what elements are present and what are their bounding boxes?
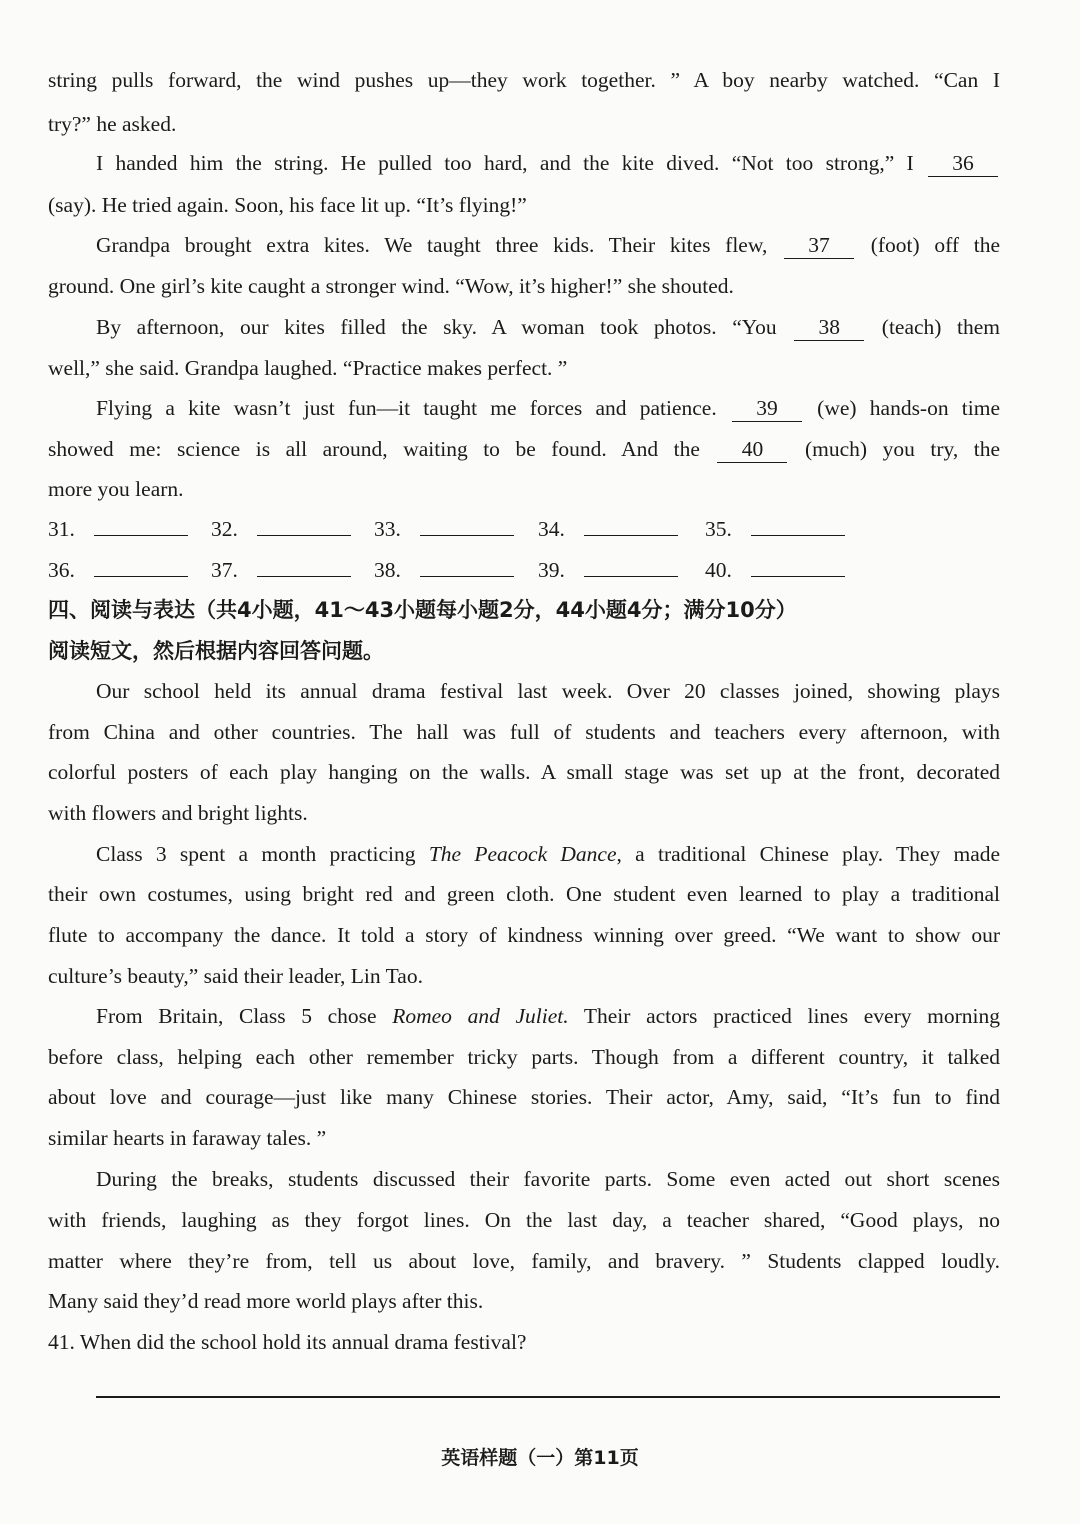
- page-footer: 英语样题（一）第11页: [441, 1447, 639, 1469]
- passage-p2-line-4: culture’s beauty,” said their leader, Lin Tao.: [48, 964, 423, 988]
- cloze-text: (teach) them: [881, 315, 1000, 339]
- answer-slot-39[interactable]: 39.: [538, 550, 678, 591]
- passage-p4-line-2: with friends, laughing as they forgot lines. On the last day, a teacher shared, “Good plays, no: [48, 1208, 1000, 1232]
- cloze-line-9: [48, 388, 1000, 429]
- answer-slot-37[interactable]: 37.: [211, 550, 351, 591]
- passage-p2-line-1: [48, 834, 1000, 875]
- blank-39: 39: [732, 395, 802, 422]
- passage-text: , a traditional Chinese play. They made: [616, 842, 1000, 866]
- play-title: The Peacock Dance: [428, 842, 617, 866]
- cloze-line-6: ground. One girl’s kite caught a stronger wind. “Wow, it’s higher!” she shouted.: [48, 274, 734, 298]
- passage-p4-line-1: During the breaks, students discussed their favorite parts. Some even acted out short scenes: [96, 1167, 1000, 1191]
- passage-p2-line-3: flute to accompany the dance. It told a story of kindness winning over greed. “We want to show our: [48, 923, 1000, 947]
- answer-slot-32[interactable]: 32.: [211, 509, 351, 550]
- cloze-line-8: well,” she said. Grandpa laughed. “Practice makes perfect. ”: [48, 356, 568, 380]
- answer-slot-35[interactable]: 35.: [705, 509, 845, 550]
- cloze-text: (we) hands-on time: [817, 396, 1000, 420]
- cloze-line-10: [48, 429, 1000, 470]
- cloze-text: Grandpa brought extra kites. We taught three kids. Their kites flew,: [96, 233, 768, 257]
- answer-slot-36[interactable]: 36.: [48, 550, 188, 591]
- question-41: 41. When did the school hold its annual drama festival?: [48, 1330, 527, 1354]
- cloze-line-7: [48, 307, 1000, 348]
- cloze-text: (foot) off the: [870, 233, 1000, 257]
- answer-row-2: [48, 550, 868, 591]
- blank-37: 37: [784, 232, 854, 259]
- passage-p3-line-3: about love and courage—just like many Chinese stories. Their actor, Amy, said, “It’s fun to find: [48, 1085, 1000, 1109]
- passage-p3-line-2: before class, helping each other remember tricky parts. Though from a different country, it talked: [48, 1045, 1000, 1069]
- passage-p1-line-3: colorful posters of each play hanging on the walls. A small stage was set up at the front, decorated: [48, 760, 1000, 784]
- cloze-text: I handed him the string. He pulled too hard, and the kite dived. “Not too strong,” I: [96, 151, 914, 175]
- blank-38: 38: [794, 314, 864, 341]
- passage-text: From Britain, Class 5 chose: [96, 1004, 377, 1028]
- cloze-line-2: try?” he asked.: [48, 112, 177, 136]
- answer-slot-38[interactable]: 38.: [374, 550, 514, 591]
- cloze-line-11: more you learn.: [48, 477, 184, 501]
- answer-row-1: [48, 509, 868, 550]
- cloze-line-5: [48, 225, 1000, 266]
- cloze-text: (much) you try, the: [805, 437, 1000, 461]
- passage-p4-line-4: Many said they’d read more world plays after this.: [48, 1289, 484, 1313]
- passage-p3-line-4: similar hearts in faraway tales. ”: [48, 1126, 327, 1150]
- cloze-line-3: [48, 143, 1000, 184]
- play-title: Romeo and Juliet.: [392, 1004, 569, 1028]
- passage-p1-line-2: from China and other countries. The hall was full of students and teachers every afternoon, with: [48, 720, 1000, 744]
- blank-36: 36: [928, 150, 998, 177]
- answer-slot-40[interactable]: 40.: [705, 550, 845, 591]
- cloze-line-1: string pulls forward, the wind pushes up—they work together. ” A boy nearby watched. “Can I: [48, 68, 1000, 92]
- passage-text: Their actors practiced lines every morning: [583, 1004, 1000, 1028]
- answer-slot-34[interactable]: 34.: [538, 509, 678, 550]
- cloze-text: showed me: science is all around, waiting to be found. And the: [48, 437, 700, 461]
- cloze-text: By afternoon, our kites filled the sky. A woman took photos. “You: [96, 315, 777, 339]
- answer-slot-31[interactable]: 31.: [48, 509, 188, 550]
- answer-slot-33[interactable]: 33.: [374, 509, 514, 550]
- answer-line-41[interactable]: [96, 1396, 1000, 1398]
- passage-p2-line-2: their own costumes, using bright red and green cloth. One student even learned to play a traditional: [48, 882, 1000, 906]
- cloze-line-4: (say). He tried again. Soon, his face lit up. “It’s flying!”: [48, 193, 527, 217]
- passage-text: Class 3 spent a month practicing: [96, 842, 416, 866]
- blank-40: 40: [717, 436, 787, 463]
- section-heading: 四、阅读与表达（共4小题，41～43小题每小题2分，44小题4分；满分10分）: [48, 598, 797, 622]
- passage-p1-line-1: Our school held its annual drama festival last week. Over 20 classes joined, showing plays: [96, 679, 1000, 703]
- passage-p4-line-3: matter where they’re from, tell us about love, family, and bravery. ” Students clapped loudly.: [48, 1249, 1000, 1273]
- passage-p3-line-1: [48, 996, 1000, 1037]
- section-instruction: 阅读短文，然后根据内容回答问题。: [48, 639, 384, 663]
- cloze-text: Flying a kite wasn’t just fun—it taught me forces and patience.: [96, 396, 717, 420]
- passage-p1-line-4: with flowers and bright lights.: [48, 801, 308, 825]
